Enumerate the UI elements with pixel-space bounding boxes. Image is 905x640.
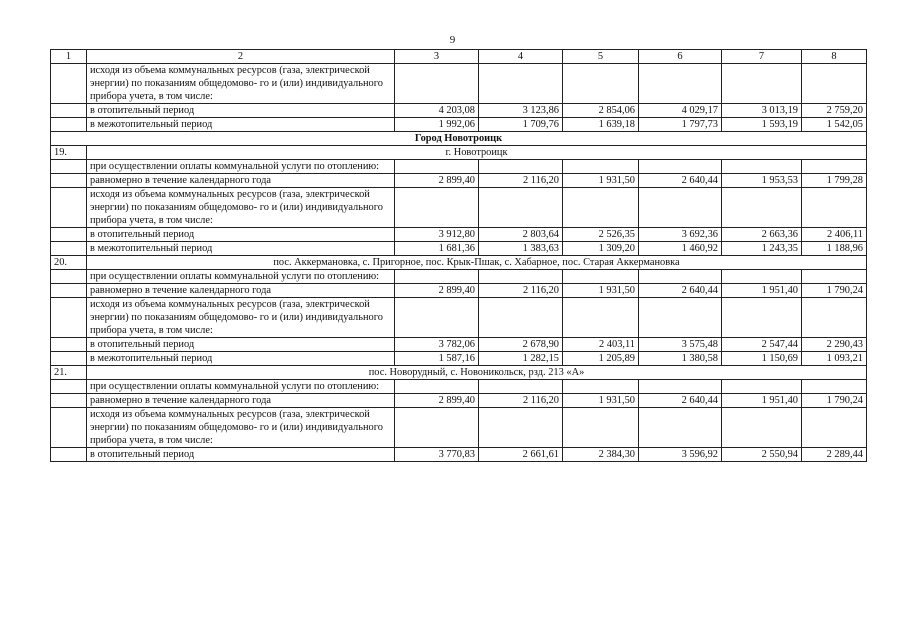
description-row: [51, 380, 867, 394]
tariff-value: 1 790,24: [802, 394, 867, 408]
row-index: [51, 160, 87, 174]
tariff-value: 2 290,43: [802, 338, 867, 352]
empty-cell: [802, 64, 867, 104]
row-index: 20.: [51, 256, 87, 270]
empty-cell: [51, 174, 87, 188]
empty-cell: [479, 160, 563, 174]
empty-cell: [479, 188, 563, 228]
tariff-value: 1 799,28: [802, 174, 867, 188]
tariff-value: 2 661,61: [479, 448, 563, 462]
empty-cell: [563, 64, 639, 104]
settlement-name: г. Новотроицк: [87, 146, 867, 160]
empty-cell: [639, 160, 722, 174]
empty-cell: [563, 380, 639, 394]
empty-cell: [395, 380, 479, 394]
tariff-value: 2 547,44: [722, 338, 802, 352]
tariff-value: 3 596,92: [639, 448, 722, 462]
column-header: 6: [639, 50, 722, 64]
row-description: исходя из объема коммунальных ресурсов (газа, электрической энергии) по показаниям общедомово- го и (или) индивидуального прибора учета, в том числе:: [87, 298, 395, 338]
row-index: [51, 188, 87, 228]
tariff-value: 2 289,44: [802, 448, 867, 462]
tariff-value: 3 123,86: [479, 104, 563, 118]
tariff-value: 1 205,89: [563, 352, 639, 366]
empty-cell: [802, 270, 867, 284]
empty-cell: [802, 188, 867, 228]
description-row: [51, 298, 867, 338]
tariff-value: 2 406,11: [802, 228, 867, 242]
empty-cell: [479, 380, 563, 394]
table-row: [51, 242, 867, 256]
tariff-value: 3 770,83: [395, 448, 479, 462]
row-index: [51, 270, 87, 284]
row-description: исходя из объема коммунальных ресурсов (газа, электрической энергии) по показаниям общедомово- го и (или) индивидуального прибора учета, в том числе:: [87, 188, 395, 228]
row-label: в межотопительный период: [87, 352, 395, 366]
settlement-name: пос. Новорудный, с. Новоникольск, рзд. 213 «А»: [87, 366, 867, 380]
empty-cell: [51, 448, 87, 462]
empty-cell: [802, 408, 867, 448]
tariff-value: 1 243,35: [722, 242, 802, 256]
row-label: в межотопительный период: [87, 242, 395, 256]
table-row: [51, 352, 867, 366]
tariff-value: 4 029,17: [639, 104, 722, 118]
column-header: 1: [51, 50, 87, 64]
row-label: равномерно в течение календарного года: [87, 174, 395, 188]
tariff-value: 3 692,36: [639, 228, 722, 242]
tariff-value: 1 460,92: [639, 242, 722, 256]
empty-cell: [479, 298, 563, 338]
tariff-value: 2 899,40: [395, 174, 479, 188]
empty-cell: [51, 284, 87, 298]
tariff-value: 3 013,19: [722, 104, 802, 118]
empty-cell: [51, 104, 87, 118]
table-row: [51, 118, 867, 132]
table-row: [51, 448, 867, 462]
empty-cell: [802, 380, 867, 394]
row-label: в отопительный период: [87, 338, 395, 352]
tariff-value: 1 587,16: [395, 352, 479, 366]
tariff-value: 3 575,48: [639, 338, 722, 352]
table-row: [51, 228, 867, 242]
row-label: равномерно в течение календарного года: [87, 284, 395, 298]
empty-cell: [479, 64, 563, 104]
row-description: исходя из объема коммунальных ресурсов (газа, электрической энергии) по показаниям общедомово- го и (или) индивидуального прибора учета, в том числе:: [87, 64, 395, 104]
tariff-table: [50, 49, 867, 462]
tariff-value: 1 951,40: [722, 284, 802, 298]
empty-cell: [395, 160, 479, 174]
tariff-value: 1 951,40: [722, 394, 802, 408]
empty-cell: [51, 338, 87, 352]
tariff-value: 1 282,15: [479, 352, 563, 366]
tariff-value: 1 639,18: [563, 118, 639, 132]
column-header: 2: [87, 50, 395, 64]
tariff-value: 2 663,36: [722, 228, 802, 242]
table-row: [51, 284, 867, 298]
empty-cell: [639, 380, 722, 394]
empty-cell: [51, 228, 87, 242]
row-index: [51, 298, 87, 338]
empty-cell: [563, 298, 639, 338]
column-header: 4: [479, 50, 563, 64]
empty-cell: [722, 270, 802, 284]
description-row: [51, 64, 867, 104]
tariff-value: 1 093,21: [802, 352, 867, 366]
tariff-value: 1 797,73: [639, 118, 722, 132]
tariff-value: 2 550,94: [722, 448, 802, 462]
page-number: 9: [449, 34, 456, 46]
empty-cell: [639, 298, 722, 338]
tariff-value: 1 150,69: [722, 352, 802, 366]
tariff-value: 1 380,58: [639, 352, 722, 366]
tariff-value: 1 542,05: [802, 118, 867, 132]
section-row: [51, 366, 867, 380]
empty-cell: [722, 64, 802, 104]
description-row: [51, 270, 867, 284]
column-number-row: [51, 50, 867, 64]
empty-cell: [395, 270, 479, 284]
empty-cell: [395, 64, 479, 104]
tariff-value: 3 912,80: [395, 228, 479, 242]
row-label: в отопительный период: [87, 448, 395, 462]
row-label: в отопительный период: [87, 228, 395, 242]
empty-cell: [563, 160, 639, 174]
description-row: [51, 408, 867, 448]
tariff-value: 1 931,50: [563, 284, 639, 298]
empty-cell: [479, 408, 563, 448]
tariff-value: 1 953,53: [722, 174, 802, 188]
empty-cell: [639, 188, 722, 228]
row-index: [51, 64, 87, 104]
empty-cell: [51, 352, 87, 366]
settlement-name: пос. Аккермановка, с. Пригорное, пос. Крык-Пшак, с. Хабарное, пос. Старая Аккермановка: [87, 256, 867, 270]
column-header: 7: [722, 50, 802, 64]
tariff-value: 2 854,06: [563, 104, 639, 118]
empty-cell: [395, 298, 479, 338]
empty-cell: [722, 380, 802, 394]
city-title: Город Новотроицк: [51, 132, 867, 146]
city-title-row: [51, 132, 867, 146]
empty-cell: [722, 188, 802, 228]
tariff-value: 2 678,90: [479, 338, 563, 352]
empty-cell: [722, 408, 802, 448]
table-row: [51, 104, 867, 118]
tariff-value: 1 709,76: [479, 118, 563, 132]
row-index: 19.: [51, 146, 87, 160]
row-index: 21.: [51, 366, 87, 380]
tariff-value: 2 384,30: [563, 448, 639, 462]
tariff-value: 1 790,24: [802, 284, 867, 298]
description-row: [51, 160, 867, 174]
tariff-value: 2 640,44: [639, 174, 722, 188]
empty-cell: [395, 408, 479, 448]
tariff-value: 2 116,20: [479, 394, 563, 408]
table-row: [51, 394, 867, 408]
empty-cell: [639, 270, 722, 284]
column-header: 5: [563, 50, 639, 64]
tariff-value: 2 640,44: [639, 394, 722, 408]
row-index: [51, 408, 87, 448]
empty-cell: [563, 408, 639, 448]
tariff-value: 3 782,06: [395, 338, 479, 352]
tariff-value: 2 526,35: [563, 228, 639, 242]
empty-cell: [802, 160, 867, 174]
table-row: [51, 338, 867, 352]
tariff-value: 2 899,40: [395, 394, 479, 408]
column-header: 8: [802, 50, 867, 64]
row-index: [51, 380, 87, 394]
tariff-value: 1 992,06: [395, 118, 479, 132]
tariff-value: 1 383,63: [479, 242, 563, 256]
empty-cell: [722, 298, 802, 338]
empty-cell: [51, 394, 87, 408]
row-description: при осуществлении оплаты коммунальной услуги по отоплению:: [87, 380, 395, 394]
tariff-value: 2 803,64: [479, 228, 563, 242]
empty-cell: [51, 242, 87, 256]
row-description: исходя из объема коммунальных ресурсов (газа, электрической энергии) по показаниям общедомово- го и (или) индивидуального прибора учета, в том числе:: [87, 408, 395, 448]
section-row: [51, 146, 867, 160]
empty-cell: [639, 64, 722, 104]
empty-cell: [639, 408, 722, 448]
tariff-value: 4 203,08: [395, 104, 479, 118]
section-row: [51, 256, 867, 270]
empty-cell: [479, 270, 563, 284]
tariff-value: 2 403,11: [563, 338, 639, 352]
tariff-value: 2 116,20: [479, 284, 563, 298]
tariff-value: 1 309,20: [563, 242, 639, 256]
tariff-value: 1 188,96: [802, 242, 867, 256]
tariff-value: 2 116,20: [479, 174, 563, 188]
tariff-value: 2 759,20: [802, 104, 867, 118]
tariff-value: 2 640,44: [639, 284, 722, 298]
tariff-value: 1 681,36: [395, 242, 479, 256]
row-label: в межотопительный период: [87, 118, 395, 132]
row-label: в отопительный период: [87, 104, 395, 118]
tariff-value: 1 593,19: [722, 118, 802, 132]
row-label: равномерно в течение календарного года: [87, 394, 395, 408]
row-description: при осуществлении оплаты коммунальной услуги по отоплению:: [87, 270, 395, 284]
empty-cell: [563, 270, 639, 284]
description-row: [51, 188, 867, 228]
tariff-value: 1 931,50: [563, 174, 639, 188]
empty-cell: [802, 298, 867, 338]
table-row: [51, 174, 867, 188]
tariff-value: 2 899,40: [395, 284, 479, 298]
tariff-value: 1 931,50: [563, 394, 639, 408]
row-description: при осуществлении оплаты коммунальной услуги по отоплению:: [87, 160, 395, 174]
empty-cell: [51, 118, 87, 132]
empty-cell: [395, 188, 479, 228]
column-header: 3: [395, 50, 479, 64]
empty-cell: [563, 188, 639, 228]
empty-cell: [722, 160, 802, 174]
